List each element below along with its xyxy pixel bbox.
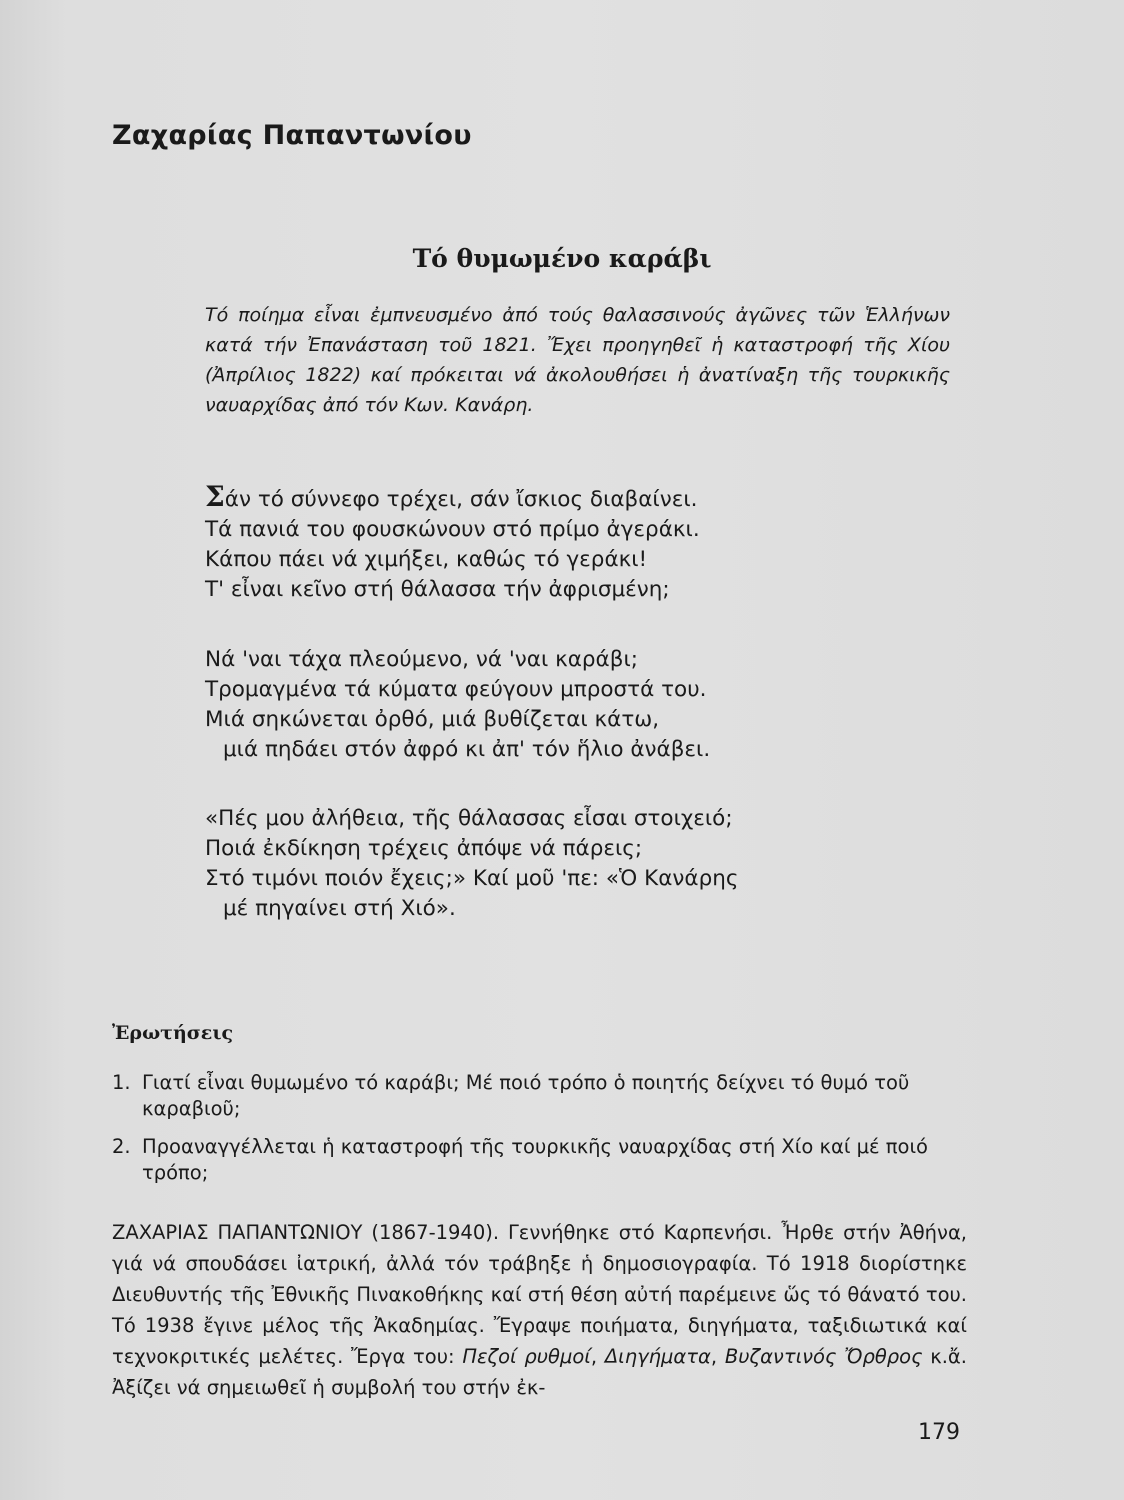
- poem-line: Τά πανιά του φουσκώνουν στό πρίμο ἀγεράκι.: [205, 517, 700, 542]
- poem-line: μέ πηγαίνει στή Χιό».: [223, 896, 456, 921]
- work-title: Βυζαντινός Ὄρθρος: [724, 1345, 923, 1368]
- author-biography: ΖΑΧΑΡΙΑΣ ΠΑΠΑΝΤΩΝΙΟΥ (1867-1940). Γεννήθηκε στό Καρπενήσι. Ἦρθε στήν Ἀθήνα, γιά νά σπουδάσει ἰατρική, ἀλλά τόν τράβηξε ἡ δημοσιογραφία. Τό 1918 διορίστηκε Διευθυντής τῆς Ἐθνικῆς Πινακοθήκης καί στή θέση αὐτή παρέμεινε ὥς τό θάνατό του. Τό 1938 ἔγινε μέλος τῆς Ἀκαδημίας. Ἔγραψε ποιήματα, διηγήματα, ταξιδιωτικά καί τεχνοκριτικές μελέτες. Ἔργα του: Πεζοί ρυθμοί, Διηγήματα, Βυζαντινός Ὄρθρος κ.ἄ. Ἀξίζει νά σημειωθεῖ ἡ συμβολή του στήν ἐκ-: [112, 1221, 967, 1399]
- poem-introduction: Τό ποίημα εἶναι ἐμπνευσμένο ἀπό τούς θαλασσινούς ἀγῶνες τῶν Ἑλλήνων κατά τήν Ἐπανάσταση τοῦ 1821. Ἔχει προηγηθεῖ ἡ καταστροφή τῆς Χίου (Ἀπρίλιος 1822) καί πρόκειται νά ἀκολουθήσει ἡ ἀνατίναξη τῆς τουρκικῆς ναυαρχίδας ἀπό τόν Κων. Κανάρη.: [205, 304, 950, 416]
- author-name: Ζαχαρίας Παπαντωνίου: [112, 120, 472, 151]
- poem-line: Τρομαγμένα τά κύματα φεύγουν μπροστά του.: [205, 677, 707, 702]
- poem-line: Ποιά ἐκδίκηση τρέχεις ἀπόψε νά πάρεις;: [205, 836, 643, 861]
- poem-stanza-1: [205, 482, 925, 605]
- poem-line: Στό τιμόνι ποιόν ἔχεις;» Καί μοῦ 'πε: «Ὁ Κανάρης: [205, 866, 739, 891]
- poem-line: Σάν τό σύννεφο τρέχει, σάν ἴσκιος διαβαίνει.: [205, 480, 698, 513]
- poem-line: Τ' εἶναι κεῖνο στή θάλασσα τήν ἀφρισμένη;: [205, 577, 670, 602]
- work-title: Διηγήματα: [604, 1345, 711, 1368]
- poem-stanza-3: [205, 804, 925, 924]
- questions-list: [112, 1070, 964, 1198]
- poem-line: Νά 'ναι τάχα πλεούμενο, νά 'ναι καράβι;: [205, 647, 638, 672]
- poem-line: Κάπου πάει νά χιμήξει, καθώς τό γεράκι!: [205, 547, 648, 572]
- drop-cap: Σ: [205, 480, 225, 513]
- work-title: Πεζοί ρυθμοί: [462, 1345, 591, 1368]
- poem-line: μιά πηδάει στόν ἀφρό κι ἀπ' τόν ἥλιο ἀνάβει.: [223, 737, 711, 762]
- questions-heading: Ἐρωτήσεις: [112, 1022, 234, 1044]
- question-item: 2. Προαναγγέλλεται ἡ καταστροφή τῆς τουρκικῆς ναυαρχίδας στή Χίο καί μέ ποιό τρόπο;: [112, 1135, 928, 1184]
- poem-title: Τό θυμωμένο καράβι: [412, 244, 712, 273]
- poem-line: «Πές μου ἀλήθεια, τῆς θάλασσας εἶσαι στοιχειό;: [205, 806, 733, 831]
- poem-stanza-2: [205, 645, 925, 765]
- poem-line: Μιά σηκώνεται ὀρθό, μιά βυθίζεται κάτω,: [205, 707, 660, 732]
- page-number: 179: [918, 1420, 960, 1445]
- question-item: 1. Γιατί εἶναι θυμωμένο τό καράβι; Μέ ποιό τρόπο ὁ ποιητής δείχνει τό θυμό τοῦ καραβιοῦ;: [112, 1071, 910, 1120]
